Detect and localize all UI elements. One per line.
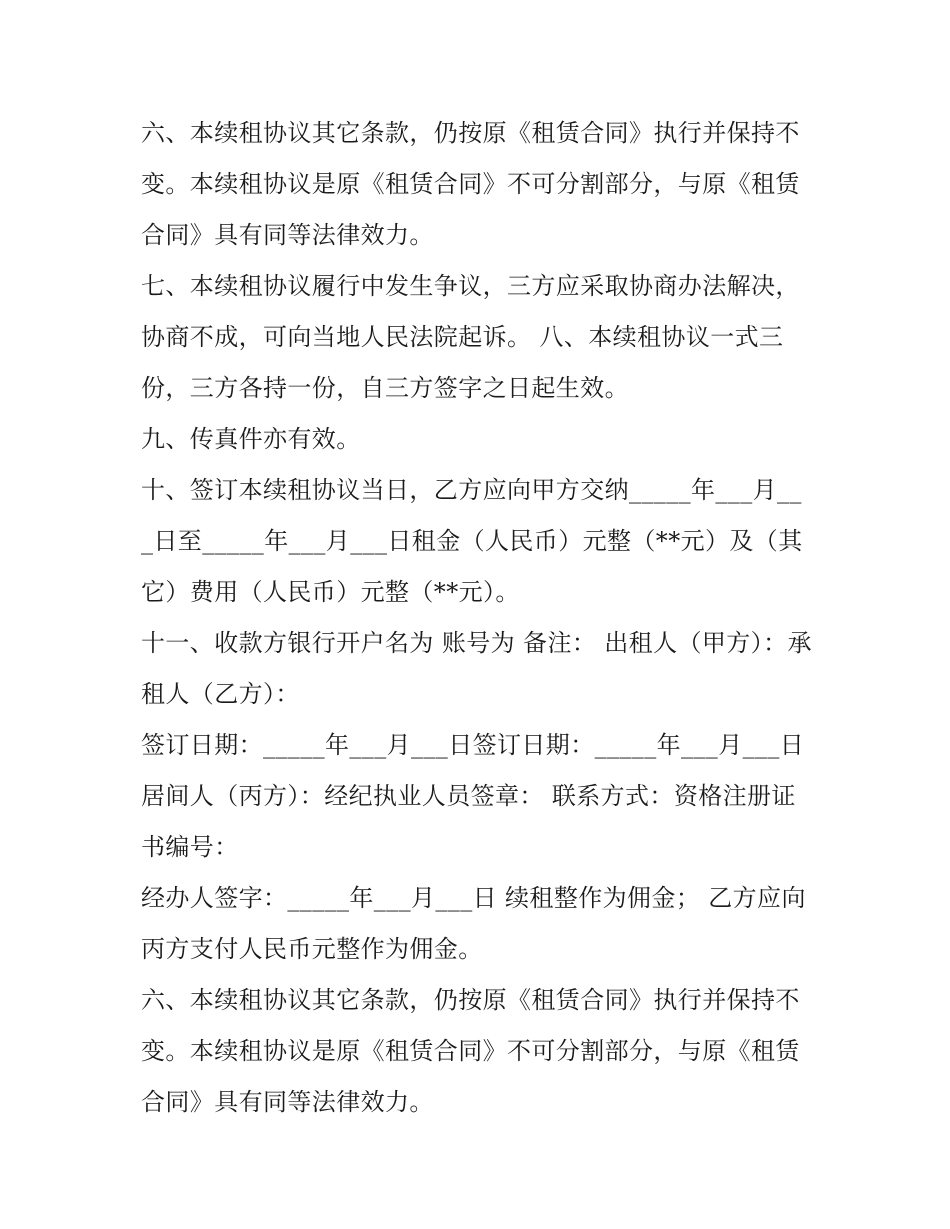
clause-6-paragraph: 六、本续租协议其它条款，仍按原《租赁合同》执行并保持不变。本续租协议是原《租赁合同》不可分割部分，与原《租赁合同》具有同等法律效力。 <box>141 119 800 249</box>
clause-9-paragraph: 九、传真件亦有效。 <box>141 425 361 453</box>
clause-11-paragraph: 十一、收款方银行开户名为 账号为 备注： 出租人（甲方）：承租人（乙方）： <box>141 629 812 708</box>
clause-10-paragraph: 十、签订本续租协议当日，乙方应向甲方交纳_____年___月___日至_____年___月___日租金（人民币）元整（**元）及（其它）费用（人民币）元整（**元）。 <box>141 476 803 606</box>
clause-6-repeat-paragraph: 六、本续租协议其它条款，仍按原《租赁合同》执行并保持不变。本续租协议是原《租赁合同》不可分割部分，与原《租赁合同》具有同等法律效力。 <box>141 986 800 1116</box>
signing-date-line: 签订日期：_____年___月___日签订日期：_____年___月___日 <box>141 731 805 759</box>
handler-signature-paragraph: 经办人签字：_____年___月___日 续租整作为佣金； 乙方应向丙方支付人民币元整作为佣金。 <box>141 884 806 963</box>
clause-7-8-paragraph: 七、本续租协议履行中发生争议，三方应采取协商办法解决，协商不成，可向当地人民法院起诉。 八、本续租协议一式三份，三方各持一份，自三方签字之日起生效。 <box>141 272 800 402</box>
intermediary-paragraph: 居间人（丙方）：经纪执业人员签章： 联系方式：资格注册证书编号： <box>141 782 796 861</box>
document-body <box>141 108 813 1128</box>
